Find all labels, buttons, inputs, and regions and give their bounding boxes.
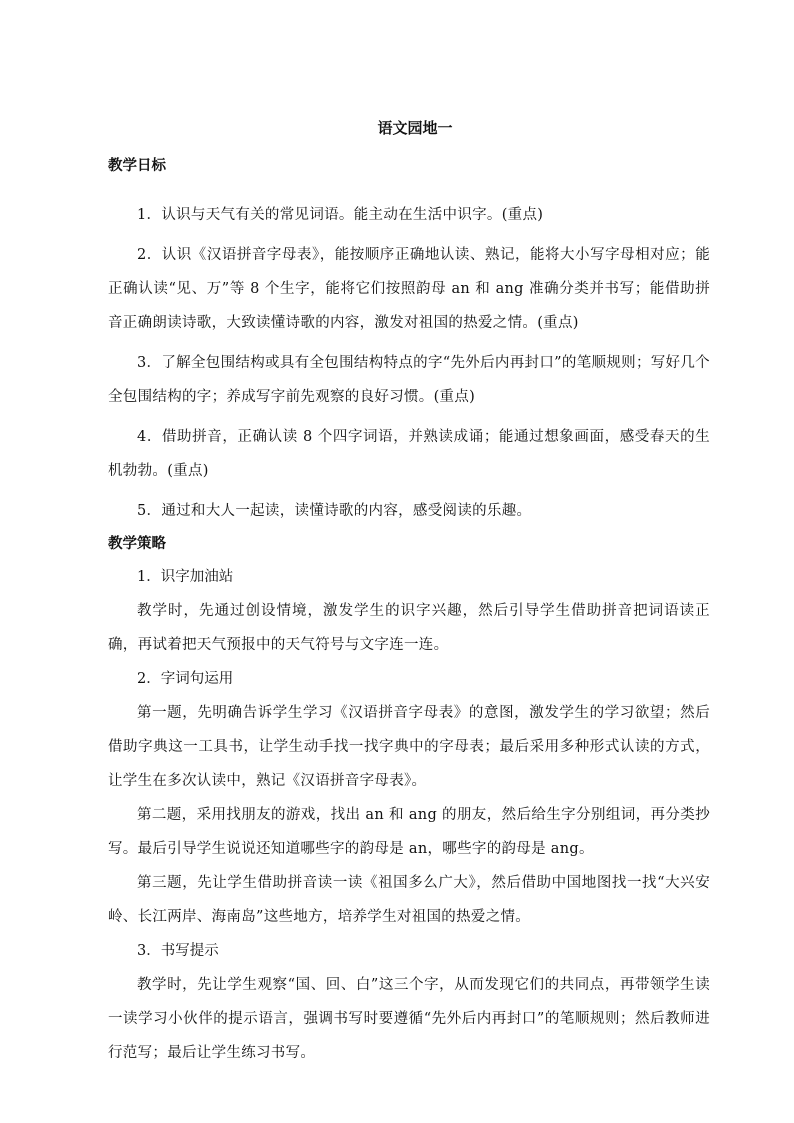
strategy-paragraph: 第三题，先让学生借助拼音读一读《祖国多么广大》，然后借助中国地图找一找“大兴安岭、长江两岸、海南岛”这些地方，培养学生对祖国的热爱之情。: [108, 875, 710, 925]
goal-item: 3．了解全包围结构或具有全包围结构特点的字“先外后内再封口”的笔顺规则；写好几个全包围结构的字；养成写字前先观察的良好习惯。(重点): [108, 355, 710, 405]
document-title: 语文园地一: [377, 119, 453, 137]
strategy-paragraph: 教学时，先让学生观察“国、回、白”这三个字，从而发现它们的共同点，再带领学生读一读学习小伙伴的提示语言，强调书写时要遵循“先外后内再封口”的笔顺规则；然后教师进行范写；最后让学生练习书写。: [108, 977, 710, 1061]
strategy-paragraph: 第一题，先明确告诉学生学习《汉语拼音字母表》的意图，激发学生的学习欲望；然后借助字典这一工具书，让学生动手找一找字典中的字母表；最后采用多种形式认读的方式，让学生在多次认读中，熟记《汉语拼音字母表》。: [108, 705, 710, 789]
strategy-subtitle: 3．书写提示: [137, 943, 219, 959]
goal-item: 1．认识与天气有关的常见词语。能主动在生活中识字。(重点): [137, 207, 544, 223]
strategy-paragraph: 第二题，采用找朋友的游戏，找出 an 和 ang 的朋友，然后给生字分别组词，再分类抄写。最后引导学生说说还知道哪些字的韵母是 an，哪些字的韵母是 ang。: [108, 807, 710, 857]
strategy-subtitle: 1．识字加油站: [137, 569, 234, 585]
goal-item: 5．通过和大人一起读，读懂诗歌的内容，感受阅读的乐趣。: [137, 503, 532, 519]
strategy-heading: 教学策略: [108, 536, 166, 552]
goals-heading: 教学日标: [108, 158, 166, 174]
goal-item: 2．认识《汉语拼音字母表》，能按顺序正确地认读、熟记，能将大小写字母相对应；能正确认读“见、万”等 8 个生字，能将它们按照韵母 an 和 ang 准确分类并书写；能借助拼音正确朗读诗歌，大致读懂诗歌的内容，激发对祖国的热爱之情。(重点): [108, 247, 710, 331]
goal-item: 4．借助拼音，正确认读 8 个四字词语，并熟读成诵；能通过想象画面，感受春天的生机勃勃。(重点): [108, 429, 710, 479]
strategy-subtitle: 2．字词句运用: [137, 671, 234, 687]
strategy-paragraph: 教学时，先通过创设情境，激发学生的识字兴趣，然后引导学生借助拼音把词语读正确，再试着把天气预报中的天气符号与文字连一连。: [108, 603, 710, 653]
